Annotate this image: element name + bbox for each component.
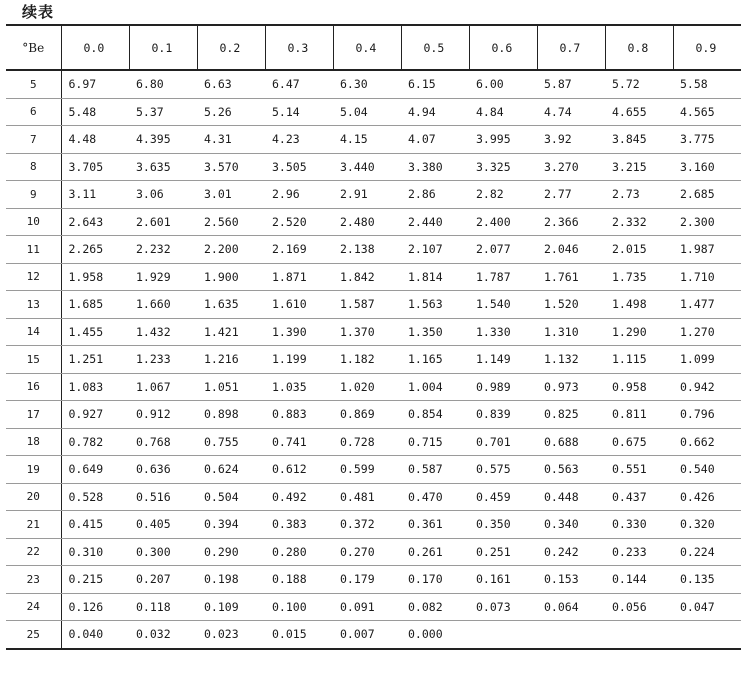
row-be-label: 25 xyxy=(6,621,61,649)
table-cell: 0.188 xyxy=(265,566,333,594)
table-cell: 5.58 xyxy=(673,70,741,98)
table-cell: 0.109 xyxy=(197,593,265,621)
table-cell: 1.004 xyxy=(401,373,469,401)
table-cell: 0.000 xyxy=(401,621,469,649)
table-cell: 5.72 xyxy=(605,70,673,98)
table-cell: 2.91 xyxy=(333,181,401,209)
header-col: 0.1 xyxy=(129,25,197,70)
table-cell: 1.842 xyxy=(333,263,401,291)
table-cell: 0.701 xyxy=(469,428,537,456)
table-cell: 1.390 xyxy=(265,318,333,346)
table-cell: 0.989 xyxy=(469,373,537,401)
table-cell: 2.86 xyxy=(401,181,469,209)
header-col: 0.4 xyxy=(333,25,401,70)
header-col: 0.3 xyxy=(265,25,333,70)
table-cell: 3.635 xyxy=(129,153,197,181)
table-cell: 0.942 xyxy=(673,373,741,401)
row-be-label: 8 xyxy=(6,153,61,181)
table-row xyxy=(6,511,741,539)
table-cell: 0.415 xyxy=(61,511,129,539)
table-cell: 6.30 xyxy=(333,70,401,98)
table-cell: 0.242 xyxy=(537,538,605,566)
table-cell: 0.973 xyxy=(537,373,605,401)
row-be-label: 6 xyxy=(6,98,61,126)
table-cell: 1.199 xyxy=(265,346,333,374)
table-cell: 2.015 xyxy=(605,236,673,264)
table-cell: 0.233 xyxy=(605,538,673,566)
table-cell: 0.126 xyxy=(61,593,129,621)
table-cell: 0.073 xyxy=(469,593,537,621)
table-cell: 3.505 xyxy=(265,153,333,181)
table-cell xyxy=(673,621,741,649)
table-row xyxy=(6,318,741,346)
table-row xyxy=(6,263,741,291)
table-cell: 0.869 xyxy=(333,401,401,429)
table-cell: 0.007 xyxy=(333,621,401,649)
table-cell: 1.233 xyxy=(129,346,197,374)
table-cell: 0.100 xyxy=(265,593,333,621)
table-cell: 2.643 xyxy=(61,208,129,236)
table-row xyxy=(6,566,741,594)
table-cell: 2.300 xyxy=(673,208,741,236)
table-cell: 0.251 xyxy=(469,538,537,566)
table-cell: 2.366 xyxy=(537,208,605,236)
table-cell: 0.437 xyxy=(605,483,673,511)
row-be-label: 14 xyxy=(6,318,61,346)
table-cell: 0.015 xyxy=(265,621,333,649)
table-row xyxy=(6,98,741,126)
table-cell: 5.87 xyxy=(537,70,605,98)
table-row xyxy=(6,456,741,484)
table-cell: 6.47 xyxy=(265,70,333,98)
table-cell: 0.082 xyxy=(401,593,469,621)
table-cell: 1.051 xyxy=(197,373,265,401)
table-cell: 2.046 xyxy=(537,236,605,264)
table-cell: 3.705 xyxy=(61,153,129,181)
table-cell: 0.927 xyxy=(61,401,129,429)
table-cell: 0.492 xyxy=(265,483,333,511)
table-cell: 1.115 xyxy=(605,346,673,374)
row-be-label: 12 xyxy=(6,263,61,291)
table-cell: 1.685 xyxy=(61,291,129,319)
table-cell: 0.372 xyxy=(333,511,401,539)
table-cell: 3.270 xyxy=(537,153,605,181)
table-cell: 2.107 xyxy=(401,236,469,264)
table-cell: 0.170 xyxy=(401,566,469,594)
table-row xyxy=(6,346,741,374)
row-be-label: 22 xyxy=(6,538,61,566)
table-cell: 3.01 xyxy=(197,181,265,209)
table-cell: 0.023 xyxy=(197,621,265,649)
header-col: 0.2 xyxy=(197,25,265,70)
row-be-label: 16 xyxy=(6,373,61,401)
row-be-label: 9 xyxy=(6,181,61,209)
table-cell: 0.320 xyxy=(673,511,741,539)
baume-data-table xyxy=(6,24,741,650)
table-cell: 0.215 xyxy=(61,566,129,594)
table-cell: 0.636 xyxy=(129,456,197,484)
table-cell: 1.421 xyxy=(197,318,265,346)
table-cell: 1.563 xyxy=(401,291,469,319)
table-row xyxy=(6,70,741,98)
table-cell: 4.565 xyxy=(673,98,741,126)
table-cell: 1.083 xyxy=(61,373,129,401)
table-cell: 1.610 xyxy=(265,291,333,319)
table-cell: 0.064 xyxy=(537,593,605,621)
table-cell: 0.688 xyxy=(537,428,605,456)
table-cell: 4.94 xyxy=(401,98,469,126)
table-cell: 2.169 xyxy=(265,236,333,264)
row-be-label: 17 xyxy=(6,401,61,429)
row-be-label: 7 xyxy=(6,126,61,154)
table-cell: 0.394 xyxy=(197,511,265,539)
table-cell: 1.132 xyxy=(537,346,605,374)
header-col: 0.6 xyxy=(469,25,537,70)
table-row xyxy=(6,236,741,264)
row-be-label: 18 xyxy=(6,428,61,456)
table-cell: 2.480 xyxy=(333,208,401,236)
table-cell: 6.63 xyxy=(197,70,265,98)
table-cell: 0.768 xyxy=(129,428,197,456)
row-be-label: 5 xyxy=(6,70,61,98)
table-cell: 1.498 xyxy=(605,291,673,319)
table-cell: 6.00 xyxy=(469,70,537,98)
table-cell: 0.261 xyxy=(401,538,469,566)
table-cell: 3.92 xyxy=(537,126,605,154)
table-cell: 2.601 xyxy=(129,208,197,236)
table-cell: 1.330 xyxy=(469,318,537,346)
table-cell: 0.459 xyxy=(469,483,537,511)
row-be-label: 15 xyxy=(6,346,61,374)
table-cell: 0.091 xyxy=(333,593,401,621)
table-row xyxy=(6,538,741,566)
table-cell: 0.040 xyxy=(61,621,129,649)
table-row xyxy=(6,483,741,511)
table-cell: 3.570 xyxy=(197,153,265,181)
table-row xyxy=(6,593,741,621)
table-cell: 0.047 xyxy=(673,593,741,621)
table-cell: 0.912 xyxy=(129,401,197,429)
table-cell: 2.265 xyxy=(61,236,129,264)
table-cell: 2.520 xyxy=(265,208,333,236)
table-cell: 1.432 xyxy=(129,318,197,346)
table-cell: 1.290 xyxy=(605,318,673,346)
table-row xyxy=(6,621,741,649)
table-cell: 0.118 xyxy=(129,593,197,621)
table-header xyxy=(6,25,741,70)
table-cell: 0.540 xyxy=(673,456,741,484)
table-cell: 4.48 xyxy=(61,126,129,154)
header-be: °Be xyxy=(6,25,61,70)
table-cell: 1.477 xyxy=(673,291,741,319)
table-cell: 2.232 xyxy=(129,236,197,264)
table-cell: 1.099 xyxy=(673,346,741,374)
table-row xyxy=(6,401,741,429)
table-cell: 1.067 xyxy=(129,373,197,401)
row-be-label: 21 xyxy=(6,511,61,539)
table-cell: 5.48 xyxy=(61,98,129,126)
table-body xyxy=(6,70,741,649)
table-row xyxy=(6,373,741,401)
table-cell: 0.290 xyxy=(197,538,265,566)
table-cell: 1.350 xyxy=(401,318,469,346)
table-cell: 3.775 xyxy=(673,126,741,154)
table-row xyxy=(6,428,741,456)
table-cell: 3.325 xyxy=(469,153,537,181)
table-cell: 0.854 xyxy=(401,401,469,429)
table-cell: 4.15 xyxy=(333,126,401,154)
header-col: 0.9 xyxy=(673,25,741,70)
table-cell: 5.14 xyxy=(265,98,333,126)
table-cell: 1.216 xyxy=(197,346,265,374)
table-cell: 3.845 xyxy=(605,126,673,154)
table-cell: 0.715 xyxy=(401,428,469,456)
table-cell: 1.310 xyxy=(537,318,605,346)
table-cell: 4.07 xyxy=(401,126,469,154)
table-cell: 0.599 xyxy=(333,456,401,484)
table-cell: 0.448 xyxy=(537,483,605,511)
table-cell: 4.395 xyxy=(129,126,197,154)
table-cell: 0.898 xyxy=(197,401,265,429)
table-cell: 5.26 xyxy=(197,98,265,126)
table-cell: 0.161 xyxy=(469,566,537,594)
table-cell: 6.15 xyxy=(401,70,469,98)
table-cell: 0.426 xyxy=(673,483,741,511)
table-cell: 2.82 xyxy=(469,181,537,209)
table-cell: 1.149 xyxy=(469,346,537,374)
table-cell: 3.380 xyxy=(401,153,469,181)
table-cell: 2.96 xyxy=(265,181,333,209)
table-cell: 0.958 xyxy=(605,373,673,401)
table-cell: 4.23 xyxy=(265,126,333,154)
table-cell xyxy=(605,621,673,649)
table-cell: 0.587 xyxy=(401,456,469,484)
table-cell: 0.224 xyxy=(673,538,741,566)
table-cell: 0.782 xyxy=(61,428,129,456)
table-cell: 2.077 xyxy=(469,236,537,264)
table-cell: 0.350 xyxy=(469,511,537,539)
table-cell: 0.280 xyxy=(265,538,333,566)
table-cell: 1.660 xyxy=(129,291,197,319)
table-cell: 0.340 xyxy=(537,511,605,539)
row-be-label: 13 xyxy=(6,291,61,319)
table-row xyxy=(6,291,741,319)
header-col: 0.8 xyxy=(605,25,673,70)
table-cell: 0.270 xyxy=(333,538,401,566)
table-cell: 0.330 xyxy=(605,511,673,539)
table-cell: 2.138 xyxy=(333,236,401,264)
table-cell xyxy=(469,621,537,649)
table-cell: 2.200 xyxy=(197,236,265,264)
table-cell: 1.520 xyxy=(537,291,605,319)
header-row xyxy=(6,25,741,70)
table-cell: 1.958 xyxy=(61,263,129,291)
table-cell: 1.165 xyxy=(401,346,469,374)
table-cell: 2.73 xyxy=(605,181,673,209)
table-cell: 0.755 xyxy=(197,428,265,456)
table-cell: 3.440 xyxy=(333,153,401,181)
table-cell: 0.470 xyxy=(401,483,469,511)
table-cell: 1.635 xyxy=(197,291,265,319)
table-cell: 1.710 xyxy=(673,263,741,291)
table-cell: 1.987 xyxy=(673,236,741,264)
table-cell: 0.300 xyxy=(129,538,197,566)
table-cell: 0.575 xyxy=(469,456,537,484)
table-cell xyxy=(537,621,605,649)
table-cell: 3.160 xyxy=(673,153,741,181)
table-cell: 1.735 xyxy=(605,263,673,291)
table-cell: 3.06 xyxy=(129,181,197,209)
table-cell: 0.144 xyxy=(605,566,673,594)
table-cell: 0.796 xyxy=(673,401,741,429)
table-cell: 1.871 xyxy=(265,263,333,291)
table-cell: 4.74 xyxy=(537,98,605,126)
table-row xyxy=(6,126,741,154)
table-cell: 1.929 xyxy=(129,263,197,291)
table-cell: 1.761 xyxy=(537,263,605,291)
table-cell: 0.179 xyxy=(333,566,401,594)
table-row xyxy=(6,153,741,181)
table-cell: 1.370 xyxy=(333,318,401,346)
row-be-label: 10 xyxy=(6,208,61,236)
table-cell: 0.811 xyxy=(605,401,673,429)
header-col: 0.5 xyxy=(401,25,469,70)
table-cell: 0.135 xyxy=(673,566,741,594)
table-cell: 1.020 xyxy=(333,373,401,401)
table-cell: 1.787 xyxy=(469,263,537,291)
table-cell: 0.825 xyxy=(537,401,605,429)
table-cell: 0.310 xyxy=(61,538,129,566)
table-cell: 0.481 xyxy=(333,483,401,511)
table-cell: 4.84 xyxy=(469,98,537,126)
table-cell: 2.400 xyxy=(469,208,537,236)
table-cell: 0.361 xyxy=(401,511,469,539)
table-cell: 0.624 xyxy=(197,456,265,484)
table-cell: 1.251 xyxy=(61,346,129,374)
table-cell: 0.551 xyxy=(605,456,673,484)
table-cell: 0.675 xyxy=(605,428,673,456)
table-cell: 1.035 xyxy=(265,373,333,401)
table-cell: 2.440 xyxy=(401,208,469,236)
table-cell: 0.516 xyxy=(129,483,197,511)
row-be-label: 11 xyxy=(6,236,61,264)
table-cell: 3.995 xyxy=(469,126,537,154)
table-cell: 4.31 xyxy=(197,126,265,154)
header-col: 0.0 xyxy=(61,25,129,70)
table-cell: 0.207 xyxy=(129,566,197,594)
table-cell: 1.814 xyxy=(401,263,469,291)
table-cell: 5.37 xyxy=(129,98,197,126)
table-cell: 0.056 xyxy=(605,593,673,621)
table-cell: 0.528 xyxy=(61,483,129,511)
table-cell: 2.77 xyxy=(537,181,605,209)
table-cell: 0.728 xyxy=(333,428,401,456)
table-cell: 0.405 xyxy=(129,511,197,539)
table-cell: 4.655 xyxy=(605,98,673,126)
table-cell: 0.662 xyxy=(673,428,741,456)
table-cell: 0.883 xyxy=(265,401,333,429)
table-cell: 0.741 xyxy=(265,428,333,456)
table-cell: 1.587 xyxy=(333,291,401,319)
table-cell: 1.540 xyxy=(469,291,537,319)
table-cell: 0.649 xyxy=(61,456,129,484)
table-cell: 0.032 xyxy=(129,621,197,649)
table-cell: 1.270 xyxy=(673,318,741,346)
table-cell: 3.215 xyxy=(605,153,673,181)
row-be-label: 20 xyxy=(6,483,61,511)
table-row xyxy=(6,181,741,209)
row-be-label: 19 xyxy=(6,456,61,484)
table-cell: 1.182 xyxy=(333,346,401,374)
row-be-label: 23 xyxy=(6,566,61,594)
table-cell: 0.563 xyxy=(537,456,605,484)
table-cell: 6.97 xyxy=(61,70,129,98)
table-cell: 0.612 xyxy=(265,456,333,484)
table-cell: 6.80 xyxy=(129,70,197,98)
table-cell: 0.504 xyxy=(197,483,265,511)
table-cell: 3.11 xyxy=(61,181,129,209)
table-cell: 2.685 xyxy=(673,181,741,209)
table-caption: 续表 xyxy=(22,3,55,21)
table-cell: 2.560 xyxy=(197,208,265,236)
table-cell: 0.839 xyxy=(469,401,537,429)
table-row xyxy=(6,208,741,236)
table-cell: 1.455 xyxy=(61,318,129,346)
table-cell: 1.900 xyxy=(197,263,265,291)
header-col: 0.7 xyxy=(537,25,605,70)
table-cell: 2.332 xyxy=(605,208,673,236)
table-cell: 0.383 xyxy=(265,511,333,539)
table-cell: 5.04 xyxy=(333,98,401,126)
table-cell: 0.198 xyxy=(197,566,265,594)
row-be-label: 24 xyxy=(6,593,61,621)
table-cell: 0.153 xyxy=(537,566,605,594)
